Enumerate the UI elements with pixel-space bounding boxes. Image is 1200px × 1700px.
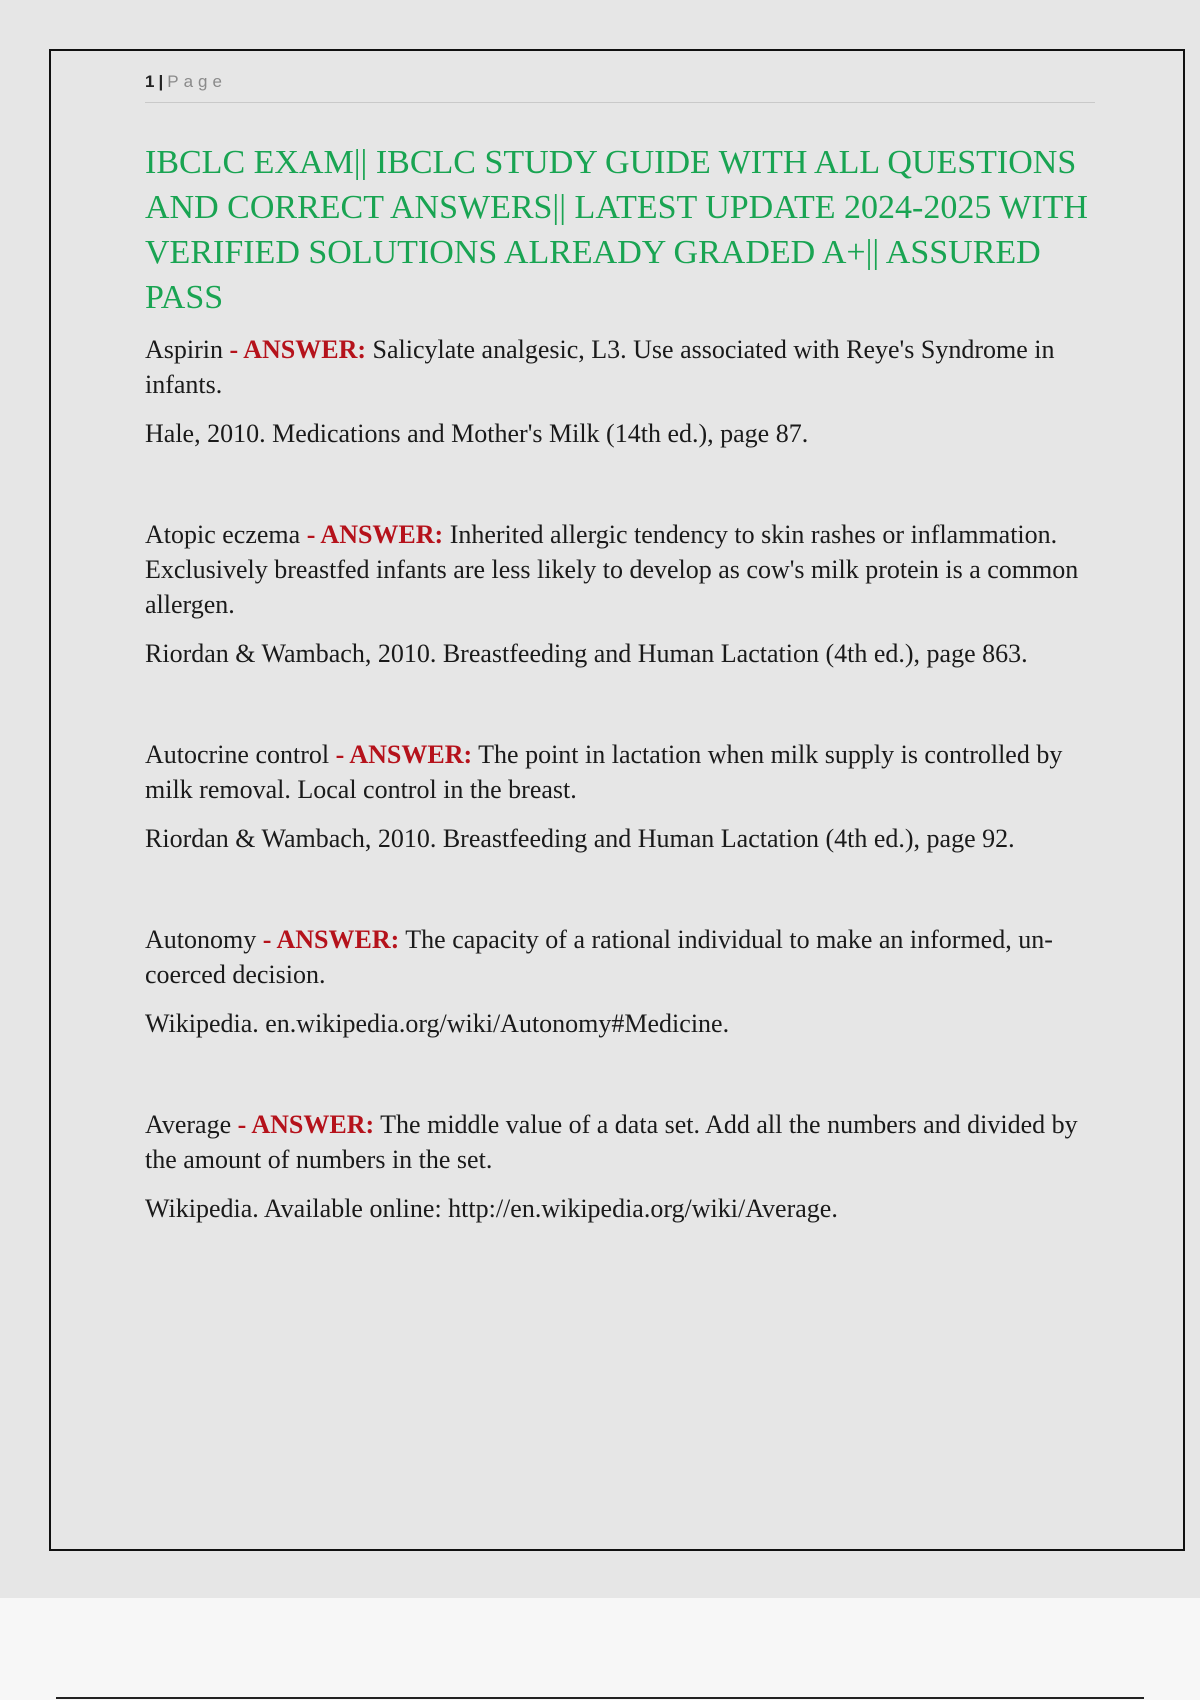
page-separator: | [158, 72, 164, 91]
entry-reference: Wikipedia. Available online: http://en.wikipedia.org/wiki/Average. [145, 1194, 838, 1223]
entry-autonomy [145, 922, 1100, 1041]
entry-spacer [145, 671, 1100, 737]
answer-label: - ANSWER: [335, 740, 473, 769]
answer-label: - ANSWER: [229, 335, 367, 364]
entry-average [145, 1107, 1100, 1226]
entry-atopic-eczema [145, 517, 1100, 671]
page-content [145, 140, 1100, 1226]
entry-text [145, 517, 1100, 622]
answer-label: - ANSWER: [306, 520, 444, 549]
entry-aspirin [145, 332, 1100, 451]
entry-text [145, 1107, 1100, 1177]
document-title: IBCLC EXAM|| IBCLC STUDY GUIDE WITH ALL QUESTIONS AND CORRECT ANSWERS|| LATEST UPDATE 2024-2025 WITH VERIFIED SOLUTIONS ALREADY GRADED A+|| ASSURED PASS [145, 144, 1088, 316]
entry-definition: Inherited allergic tendency to skin rashes or inflammation. Exclusively breastfed infants are less likely to develop as cow's milk protein is a common allergen. [145, 520, 1079, 619]
entry-text [145, 922, 1100, 992]
entry-autocrine-control [145, 737, 1100, 856]
entry-definition: Salicylate analgesic, L3. Use associated with Reye's Syndrome in infants. [145, 335, 1055, 399]
next-page-rule [56, 1697, 1144, 1699]
answer-label: - ANSWER: [237, 1110, 375, 1139]
entry-reference: Hale, 2010. Medications and Mother's Milk (14th ed.), page 87. [145, 419, 809, 448]
entry-spacer [145, 856, 1100, 922]
entry-term: Aspirin [145, 335, 223, 364]
entry-reference: Wikipedia. en.wikipedia.org/wiki/Autonomy#Medicine. [145, 1009, 730, 1038]
answer-label: - ANSWER: [262, 925, 400, 954]
entry-text [145, 332, 1100, 402]
page-label: Page [167, 72, 227, 91]
entry-reference: Riordan & Wambach, 2010. Breastfeeding and Human Lactation (4th ed.), page 863. [145, 639, 1028, 668]
entry-definition: The middle value of a data set. Add all the numbers and divided by the amount of numbers in the set. [145, 1110, 1078, 1174]
entry-definition: The point in lactation when milk supply is controlled by milk removal. Local control in the breast. [145, 740, 1063, 804]
entry-reference: Riordan & Wambach, 2010. Breastfeeding and Human Lactation (4th ed.), page 92. [145, 824, 1015, 853]
entry-term: Autonomy [145, 925, 257, 954]
entry-term: Atopic eczema [145, 520, 301, 549]
entry-spacer [145, 1041, 1100, 1107]
entry-term: Autocrine control [145, 740, 330, 769]
entry-term: Average [145, 1110, 232, 1139]
next-page-preview [0, 1598, 1200, 1700]
entry-spacer [145, 451, 1100, 517]
page-header [145, 72, 1095, 103]
entry-text [145, 737, 1100, 807]
page-number: 1 [145, 72, 155, 91]
entry-definition: The capacity of a rational individual to make an informed, un-coerced decision. [145, 925, 1053, 989]
